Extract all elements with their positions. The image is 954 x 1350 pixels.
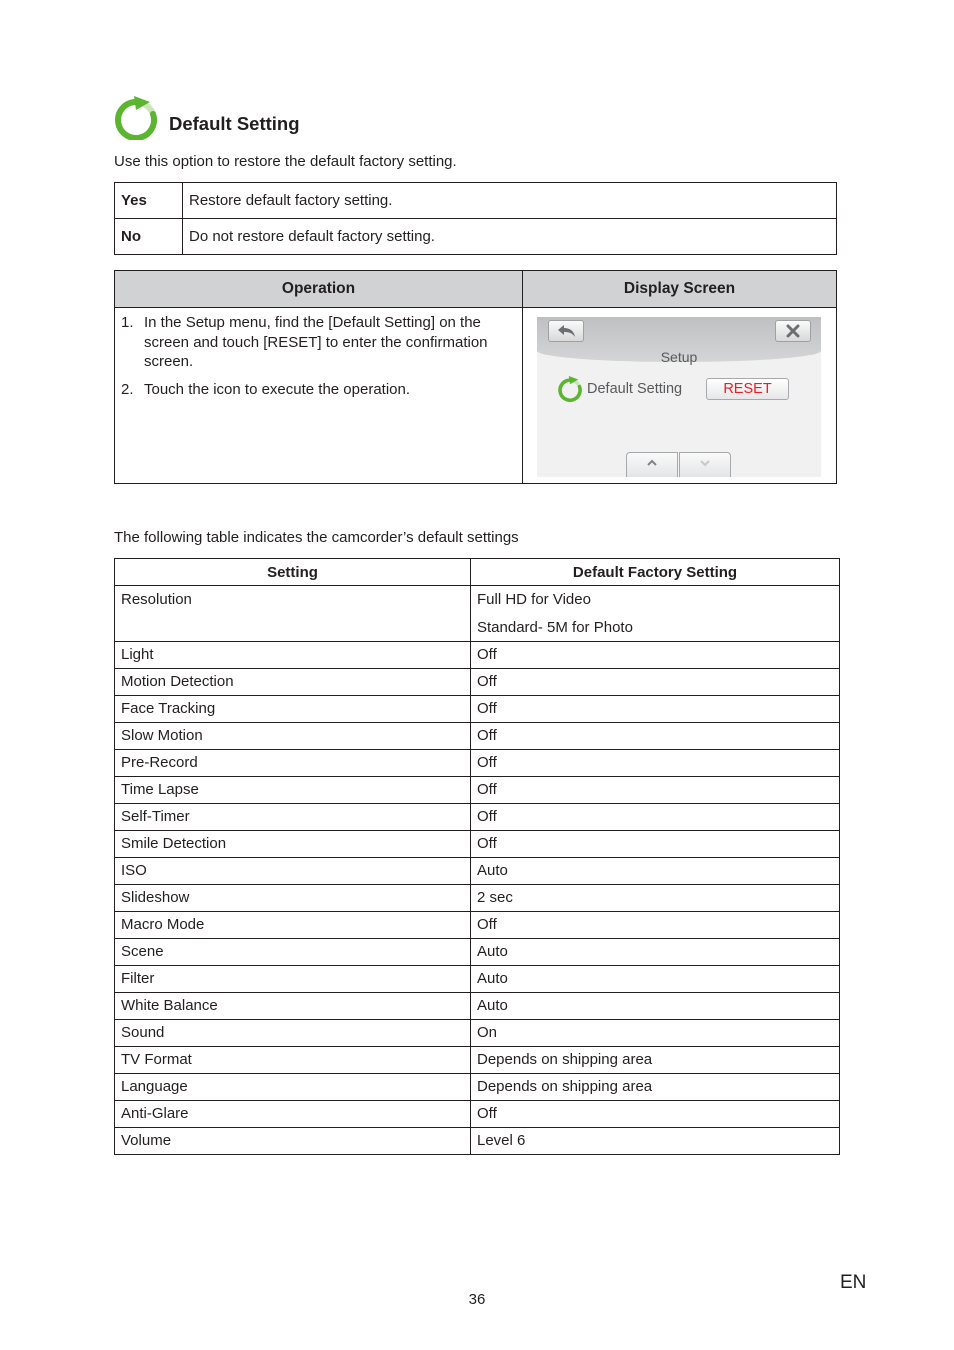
setting-name: TV Format bbox=[115, 1047, 471, 1074]
display-screen-header: Display Screen bbox=[523, 271, 837, 308]
defaults-table bbox=[114, 558, 840, 1155]
table-row bbox=[115, 858, 840, 885]
setting-name: Face Tracking bbox=[115, 696, 471, 723]
table-row bbox=[115, 642, 840, 669]
setting-name: White Balance bbox=[115, 993, 471, 1020]
table-row bbox=[115, 885, 840, 912]
table-row bbox=[115, 966, 840, 993]
setting-name: Light bbox=[115, 642, 471, 669]
setting-value bbox=[471, 586, 840, 642]
chevron-down-icon bbox=[699, 459, 711, 467]
close-button[interactable] bbox=[775, 320, 811, 342]
table-row bbox=[115, 1020, 840, 1047]
table-row bbox=[115, 723, 840, 750]
table-row bbox=[115, 750, 840, 777]
close-icon bbox=[784, 324, 802, 338]
setting-header: Setting bbox=[115, 559, 471, 586]
table-row bbox=[115, 669, 840, 696]
section-intro: Use this option to restore the default factory setting. bbox=[114, 153, 457, 170]
setting-name: Macro Mode bbox=[115, 912, 471, 939]
setting-value: 2 sec bbox=[471, 885, 840, 912]
table-row bbox=[115, 1101, 840, 1128]
setting-value: On bbox=[471, 1020, 840, 1047]
table-row bbox=[115, 586, 840, 642]
setting-value: Off bbox=[471, 723, 840, 750]
option-key: Yes bbox=[115, 183, 183, 219]
setting-name: Language bbox=[115, 1074, 471, 1101]
table-row bbox=[115, 1047, 840, 1074]
table-row bbox=[115, 804, 840, 831]
step-number: 2. bbox=[121, 380, 134, 398]
language-label: EN bbox=[840, 1272, 867, 1293]
setting-value: Off bbox=[471, 912, 840, 939]
page-number: 36 bbox=[468, 1291, 486, 1308]
setting-name: Slideshow bbox=[115, 885, 471, 912]
operation-steps bbox=[115, 313, 522, 399]
back-button[interactable] bbox=[548, 320, 584, 342]
table-row bbox=[115, 1128, 840, 1155]
option-description: Restore default factory setting. bbox=[183, 183, 837, 219]
table-row bbox=[115, 696, 840, 723]
setting-name: Resolution bbox=[115, 586, 471, 642]
setting-name: Filter bbox=[115, 966, 471, 993]
setting-value: Level 6 bbox=[471, 1128, 840, 1155]
setting-value: Off bbox=[471, 804, 840, 831]
setting-name: ISO bbox=[115, 858, 471, 885]
step-text: Touch the icon to execute the operation. bbox=[144, 380, 411, 398]
step-text: In the Setup menu, find the [Default Setting] on the screen and touch [RESET] to enter the confirmation screen. bbox=[144, 314, 488, 370]
setting-name: Pre-Record bbox=[115, 750, 471, 777]
default-value-header: Default Factory Setting bbox=[471, 559, 840, 586]
setting-value: Off bbox=[471, 642, 840, 669]
table-row bbox=[115, 831, 840, 858]
setting-value: Off bbox=[471, 1101, 840, 1128]
chevron-up-icon bbox=[646, 459, 658, 467]
setting-value: Off bbox=[471, 831, 840, 858]
reset-button[interactable]: RESET bbox=[706, 378, 789, 400]
operation-steps-cell bbox=[115, 308, 523, 484]
display-screen-cell bbox=[523, 308, 837, 484]
setting-value: Auto bbox=[471, 966, 840, 993]
options-table bbox=[114, 182, 837, 255]
setting-value-line: Standard- 5M for Photo bbox=[477, 618, 633, 636]
scroll-up-button[interactable] bbox=[626, 452, 678, 477]
setting-name: Anti-Glare bbox=[115, 1101, 471, 1128]
setting-value: Off bbox=[471, 750, 840, 777]
option-row-yes bbox=[115, 183, 837, 219]
refresh-arrow-icon bbox=[114, 96, 158, 140]
setting-value: Off bbox=[471, 777, 840, 804]
refresh-arrow-icon bbox=[557, 376, 583, 402]
scroll-down-button[interactable] bbox=[679, 452, 731, 477]
defaults-intro: The following table indicates the camcorder’s default settings bbox=[114, 529, 519, 546]
setting-value: Depends on shipping area bbox=[471, 1047, 840, 1074]
setting-name: Time Lapse bbox=[115, 777, 471, 804]
setting-name: Self-Timer bbox=[115, 804, 471, 831]
defaults-table-body bbox=[115, 586, 840, 1155]
option-row-no bbox=[115, 219, 837, 255]
operation-table bbox=[114, 270, 837, 484]
back-arrow-icon bbox=[557, 324, 577, 338]
setting-name: Volume bbox=[115, 1128, 471, 1155]
table-row bbox=[115, 912, 840, 939]
setting-name: Slow Motion bbox=[115, 723, 471, 750]
setting-value: Off bbox=[471, 669, 840, 696]
device-screen bbox=[537, 317, 821, 477]
setting-value: Auto bbox=[471, 993, 840, 1020]
setting-value: Off bbox=[471, 696, 840, 723]
table-row bbox=[115, 777, 840, 804]
table-row bbox=[115, 993, 840, 1020]
section-heading: Default Setting bbox=[169, 113, 300, 134]
setting-name: Smile Detection bbox=[115, 831, 471, 858]
setting-value: Auto bbox=[471, 858, 840, 885]
step-number: 1. bbox=[121, 314, 134, 331]
step-item bbox=[115, 313, 522, 372]
operation-header: Operation bbox=[115, 271, 523, 308]
setting-value-line: Full HD for Video bbox=[477, 591, 591, 608]
option-description: Do not restore default factory setting. bbox=[183, 219, 837, 255]
default-setting-label: Default Setting bbox=[587, 381, 683, 397]
screen-title: Setup bbox=[660, 349, 698, 365]
option-key: No bbox=[115, 219, 183, 255]
setting-name: Sound bbox=[115, 1020, 471, 1047]
table-row bbox=[115, 1074, 840, 1101]
setting-value: Depends on shipping area bbox=[471, 1074, 840, 1101]
setting-name: Scene bbox=[115, 939, 471, 966]
setting-name: Motion Detection bbox=[115, 669, 471, 696]
step-item bbox=[115, 380, 522, 400]
setting-value: Auto bbox=[471, 939, 840, 966]
table-row bbox=[115, 939, 840, 966]
